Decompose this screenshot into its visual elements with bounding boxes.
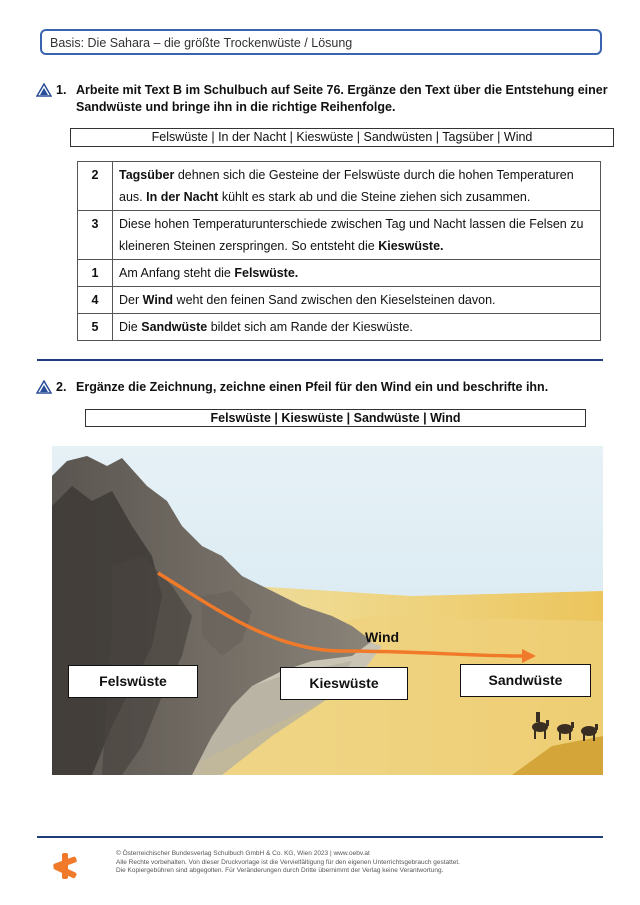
footer-divider bbox=[37, 836, 603, 838]
footer-line: © Österreichischer Bundesverlag Schulbuch GmbH & Co. KG, Wien 2023 | www.oebv.at bbox=[116, 850, 370, 857]
row-text: Die Sandwüste bildet sich am Rande der Kieswüste. bbox=[113, 314, 601, 341]
footer-line: Die Kopiergebühren sind abgegolten. Für Veränderungen durch Dritte übernimmt der Verlag keine Verantwortung. bbox=[116, 867, 444, 874]
table-row bbox=[78, 211, 601, 260]
label-felswueste: Felswüste bbox=[68, 665, 198, 698]
label-sandwueste: Sandwüste bbox=[460, 664, 591, 697]
table-row bbox=[78, 162, 601, 211]
answer-table bbox=[77, 161, 601, 341]
desert-illustration bbox=[52, 446, 603, 775]
table-row bbox=[78, 314, 601, 341]
row-number: 3 bbox=[78, 211, 113, 260]
divider bbox=[37, 359, 603, 361]
desert-drawing bbox=[52, 446, 603, 775]
row-number: 1 bbox=[78, 260, 113, 287]
task-instruction: Arbeite mit Text B im Schulbuch auf Seite 76. Ergänze den Text über die Entstehung einer Sandwüste und bringe ihn in die richtige Reihenfolge. bbox=[76, 83, 608, 114]
row-text: Tagsüber dehnen sich die Gesteine der Felswüste durch die hohen Temperaturen aus. In der Nacht kühlt es stark ab und die Steine ziehen sich zusammen. bbox=[113, 162, 601, 211]
worksheet-title: Basis: Die Sahara – die größte Trockenwüste / Lösung bbox=[40, 29, 602, 55]
wind-label: Wind bbox=[365, 629, 400, 645]
row-text: Diese hohen Temperaturunterschiede zwischen Tag und Nacht lassen die Felsen zu kleineren Steinen zerspringen. So entsteht die Kieswüste. bbox=[113, 211, 601, 260]
task-number: 1. bbox=[56, 83, 67, 97]
row-number: 2 bbox=[78, 162, 113, 211]
copyright-footer bbox=[116, 850, 596, 876]
word-bank-2: Felswüste | Kieswüste | Sandwüste | Wind bbox=[85, 409, 586, 427]
task-instruction: Ergänze die Zeichnung, zeichne einen Pfeil für den Wind ein und beschrifte ihn. bbox=[76, 380, 549, 394]
level-triangle-icon bbox=[36, 83, 52, 97]
table-row bbox=[78, 260, 601, 287]
footer-line: Alle Rechte vorbehalten. Von dieser Druckvorlage ist die Vervielfältigung für den eigenen Unterrichtsgebrauch gestattet. bbox=[116, 858, 460, 866]
row-number: 5 bbox=[78, 314, 113, 341]
word-bank: Felswüste | In der Nacht | Kieswüste | Sandwüsten | Tagsüber | Wind bbox=[70, 128, 614, 147]
table-row bbox=[78, 287, 601, 314]
level-triangle-icon bbox=[36, 380, 52, 394]
row-text: Am Anfang steht die Felswüste. bbox=[113, 260, 601, 287]
label-kieswueste: Kieswüste bbox=[280, 667, 408, 700]
task-number: 2. bbox=[56, 380, 67, 394]
row-number: 4 bbox=[78, 287, 113, 314]
publisher-logo-icon bbox=[52, 852, 78, 880]
row-text: Der Wind weht den feinen Sand zwischen den Kieselsteinen davon. bbox=[113, 287, 601, 314]
